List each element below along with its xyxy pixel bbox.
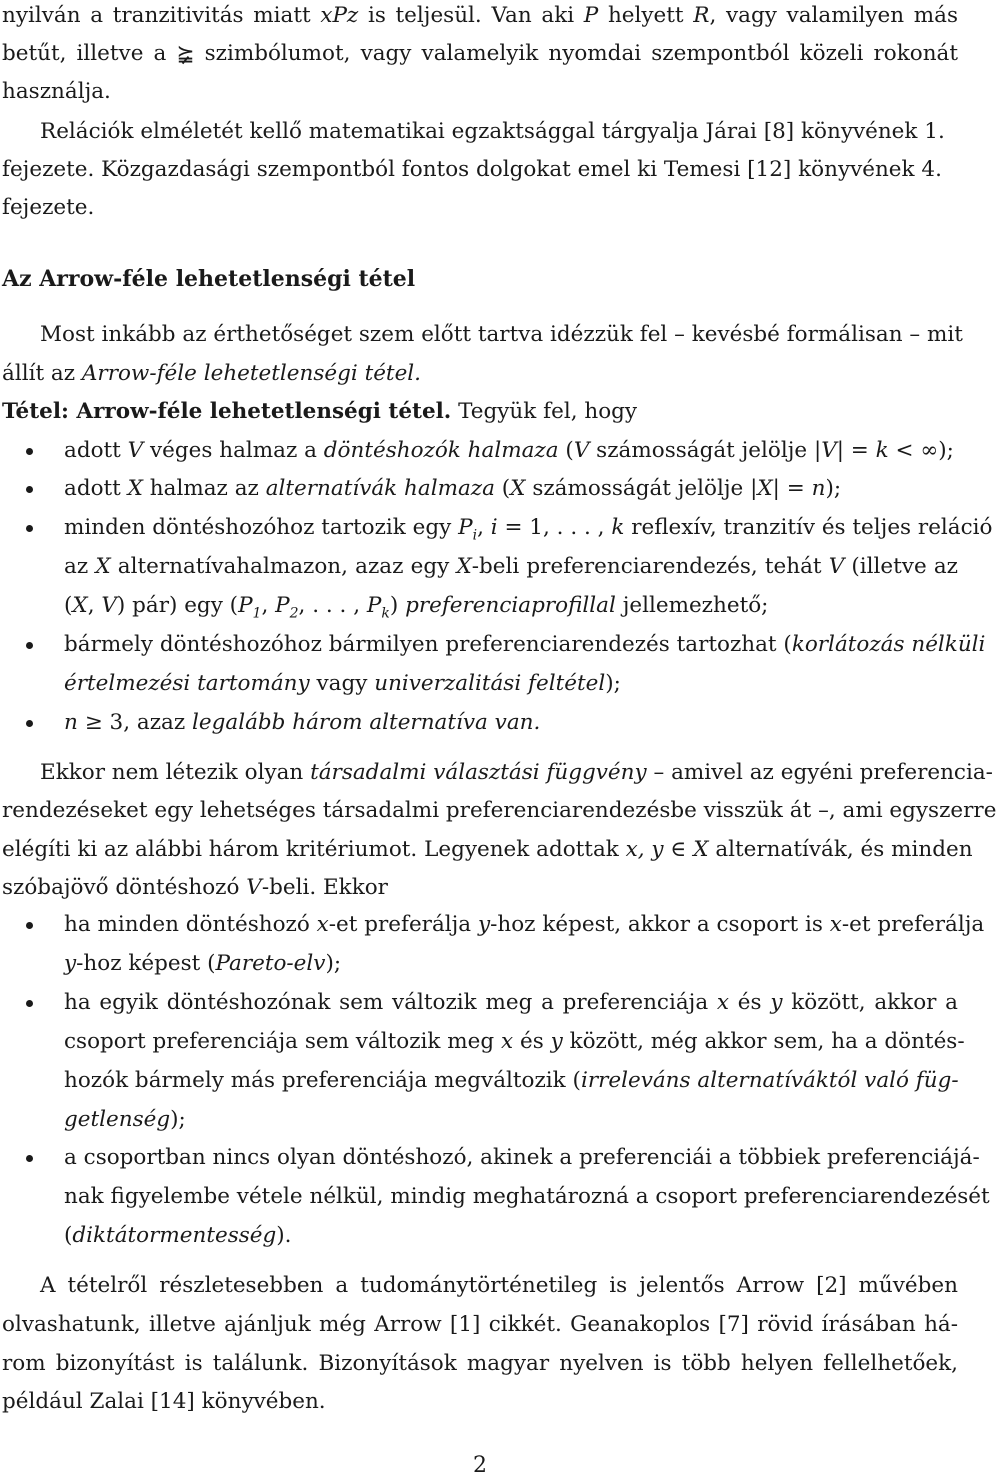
bullet-marker xyxy=(26,1145,36,1171)
criterion-line: getlenség); xyxy=(64,1107,186,1132)
theorem-condition-line: n ≥ 3, azaz legalább három alternatíva van. xyxy=(64,710,541,735)
paragraph-top-line: betűt, illetve a ⪶ szimbólumot, vagy valamelyik nyomdai szempontból közeli rokonát xyxy=(2,41,958,66)
bullet-marker xyxy=(26,990,36,1016)
bullet-marker xyxy=(26,515,36,541)
theorem-statement xyxy=(2,399,958,425)
criterion-line: hozók bármely más preferenciája megváltozik (irreleváns alternatíváktól való füg- xyxy=(64,1068,959,1093)
paragraph-top-line: nyilván a tranzitivitás miatt xPz is teljesül. Van aki P helyett R, vagy valamilyen más xyxy=(2,3,958,28)
criterion-line: ha minden döntéshozó x-et preferálja y-hoz képest, akkor a csoport is x-et preferálja xyxy=(64,912,985,937)
paragraph-final-line: rom bizonyítást is találunk. Bizonyítások magyar nyelven is több helyen fellelhetőek, xyxy=(2,1351,958,1376)
paragraph-final-line: A tételről részletesebben a tudománytörténetileg is jelentős Arrow [2] művében xyxy=(40,1273,958,1298)
page-number: 2 xyxy=(473,1453,487,1478)
criterion-line: csoport preferenciája sem változik meg x és y között, még akkor sem, ha a döntés- xyxy=(64,1029,965,1054)
bullet-marker xyxy=(26,438,36,464)
bullet-marker xyxy=(26,710,36,736)
criterion-line: nak figyelembe vétele nélkül, mindig meghatározná a csoport preferenciarendezését xyxy=(64,1184,990,1209)
intro-line: állít az Arrow-féle lehetetlenségi tétel. xyxy=(2,361,422,386)
theorem-condition-line: bármely döntéshozóhoz bármilyen preferenciarendezés tartozhat (korlátozás nélküli xyxy=(64,632,986,657)
paragraph-ekkor-line: rendezéseket egy lehetséges társadalmi preferenciarendezésbe visszük át –, ami egyszerre xyxy=(2,798,996,823)
theorem-condition-line: minden döntéshozóhoz tartozik egy $P_i$, i = 1, . . . , k reflexív, tranzitív és teljes reláció xyxy=(64,515,993,544)
theorem-condition-line: az X alternatívahalmazon, azaz egy X-beli preferenciarendezés, tehát V (illetve az xyxy=(64,554,958,579)
paragraph-references-line: fejezete. Közgazdasági szempontból fontos dolgokat emel ki Temesi [12] könyvének 4. xyxy=(2,157,942,182)
paragraph-top-line: használja. xyxy=(2,79,111,104)
theorem-condition-line: értelmezési tartomány vagy univerzalitási feltétel); xyxy=(64,671,621,696)
theorem-condition-line: adott X halmaz az alternatívák halmaza (X számosságát jelölje |X| = n); xyxy=(64,476,842,501)
paragraph-references-line: fejezete. xyxy=(2,195,95,220)
paragraph-final-line: olvashatunk, illetve ajánljuk még Arrow [1] cikkét. Geanakoplos [7] rövid írásában há- xyxy=(2,1312,958,1337)
section-heading: Az Arrow-féle lehetetlenségi tétel xyxy=(2,266,416,292)
paragraph-ekkor-line: elégíti ki az alábbi három kritériumot. Legyenek adottak x, y ∈ X alternatívák, és minden xyxy=(2,837,973,862)
theorem-label: Tétel: Arrow-féle lehetetlenségi tétel. xyxy=(2,399,452,424)
bullet-marker xyxy=(26,912,36,938)
criterion-line: y-hoz képest (Pareto-elv); xyxy=(64,951,342,976)
criterion-line: ha egyik döntéshozónak sem változik meg a preferenciája x és y között, akkor a xyxy=(64,990,958,1015)
criterion-line: a csoportban nincs olyan döntéshozó, akinek a preferenciái a többiek preferenciájá- xyxy=(64,1145,980,1170)
paragraph-final-line: például Zalai [14] könyvében. xyxy=(2,1389,326,1414)
paragraph-ekkor-line: Ekkor nem létezik olyan társadalmi választási függvény – amivel az egyéni preferencia- xyxy=(40,760,993,785)
bullet-marker xyxy=(26,476,36,502)
theorem-intro: Tegyük fel, hogy xyxy=(451,399,638,424)
paragraph-references-line: Relációk elméletét kellő matematikai egzaktsággal tárgyalja Járai [8] könyvének 1. xyxy=(40,119,945,144)
criterion-line: (diktátormentesség). xyxy=(64,1223,292,1248)
theorem-condition-line: adott V véges halmaz a döntéshozók halmaza (V számosságát jelölje |V| = k < ∞); xyxy=(64,438,954,463)
paragraph-ekkor-line: szóbajövő döntéshozó V-beli. Ekkor xyxy=(2,875,388,900)
theorem-condition-line: (X, V) pár) egy ($P_1$, $P_2$, . . . , $P_k$) preferenciaprofillal jellemezhető; xyxy=(64,593,769,622)
intro-line: Most inkább az érthetőséget szem előtt tartva idézzük fel – kevésbé formálisan – mit xyxy=(40,322,963,347)
bullet-marker xyxy=(26,632,36,658)
